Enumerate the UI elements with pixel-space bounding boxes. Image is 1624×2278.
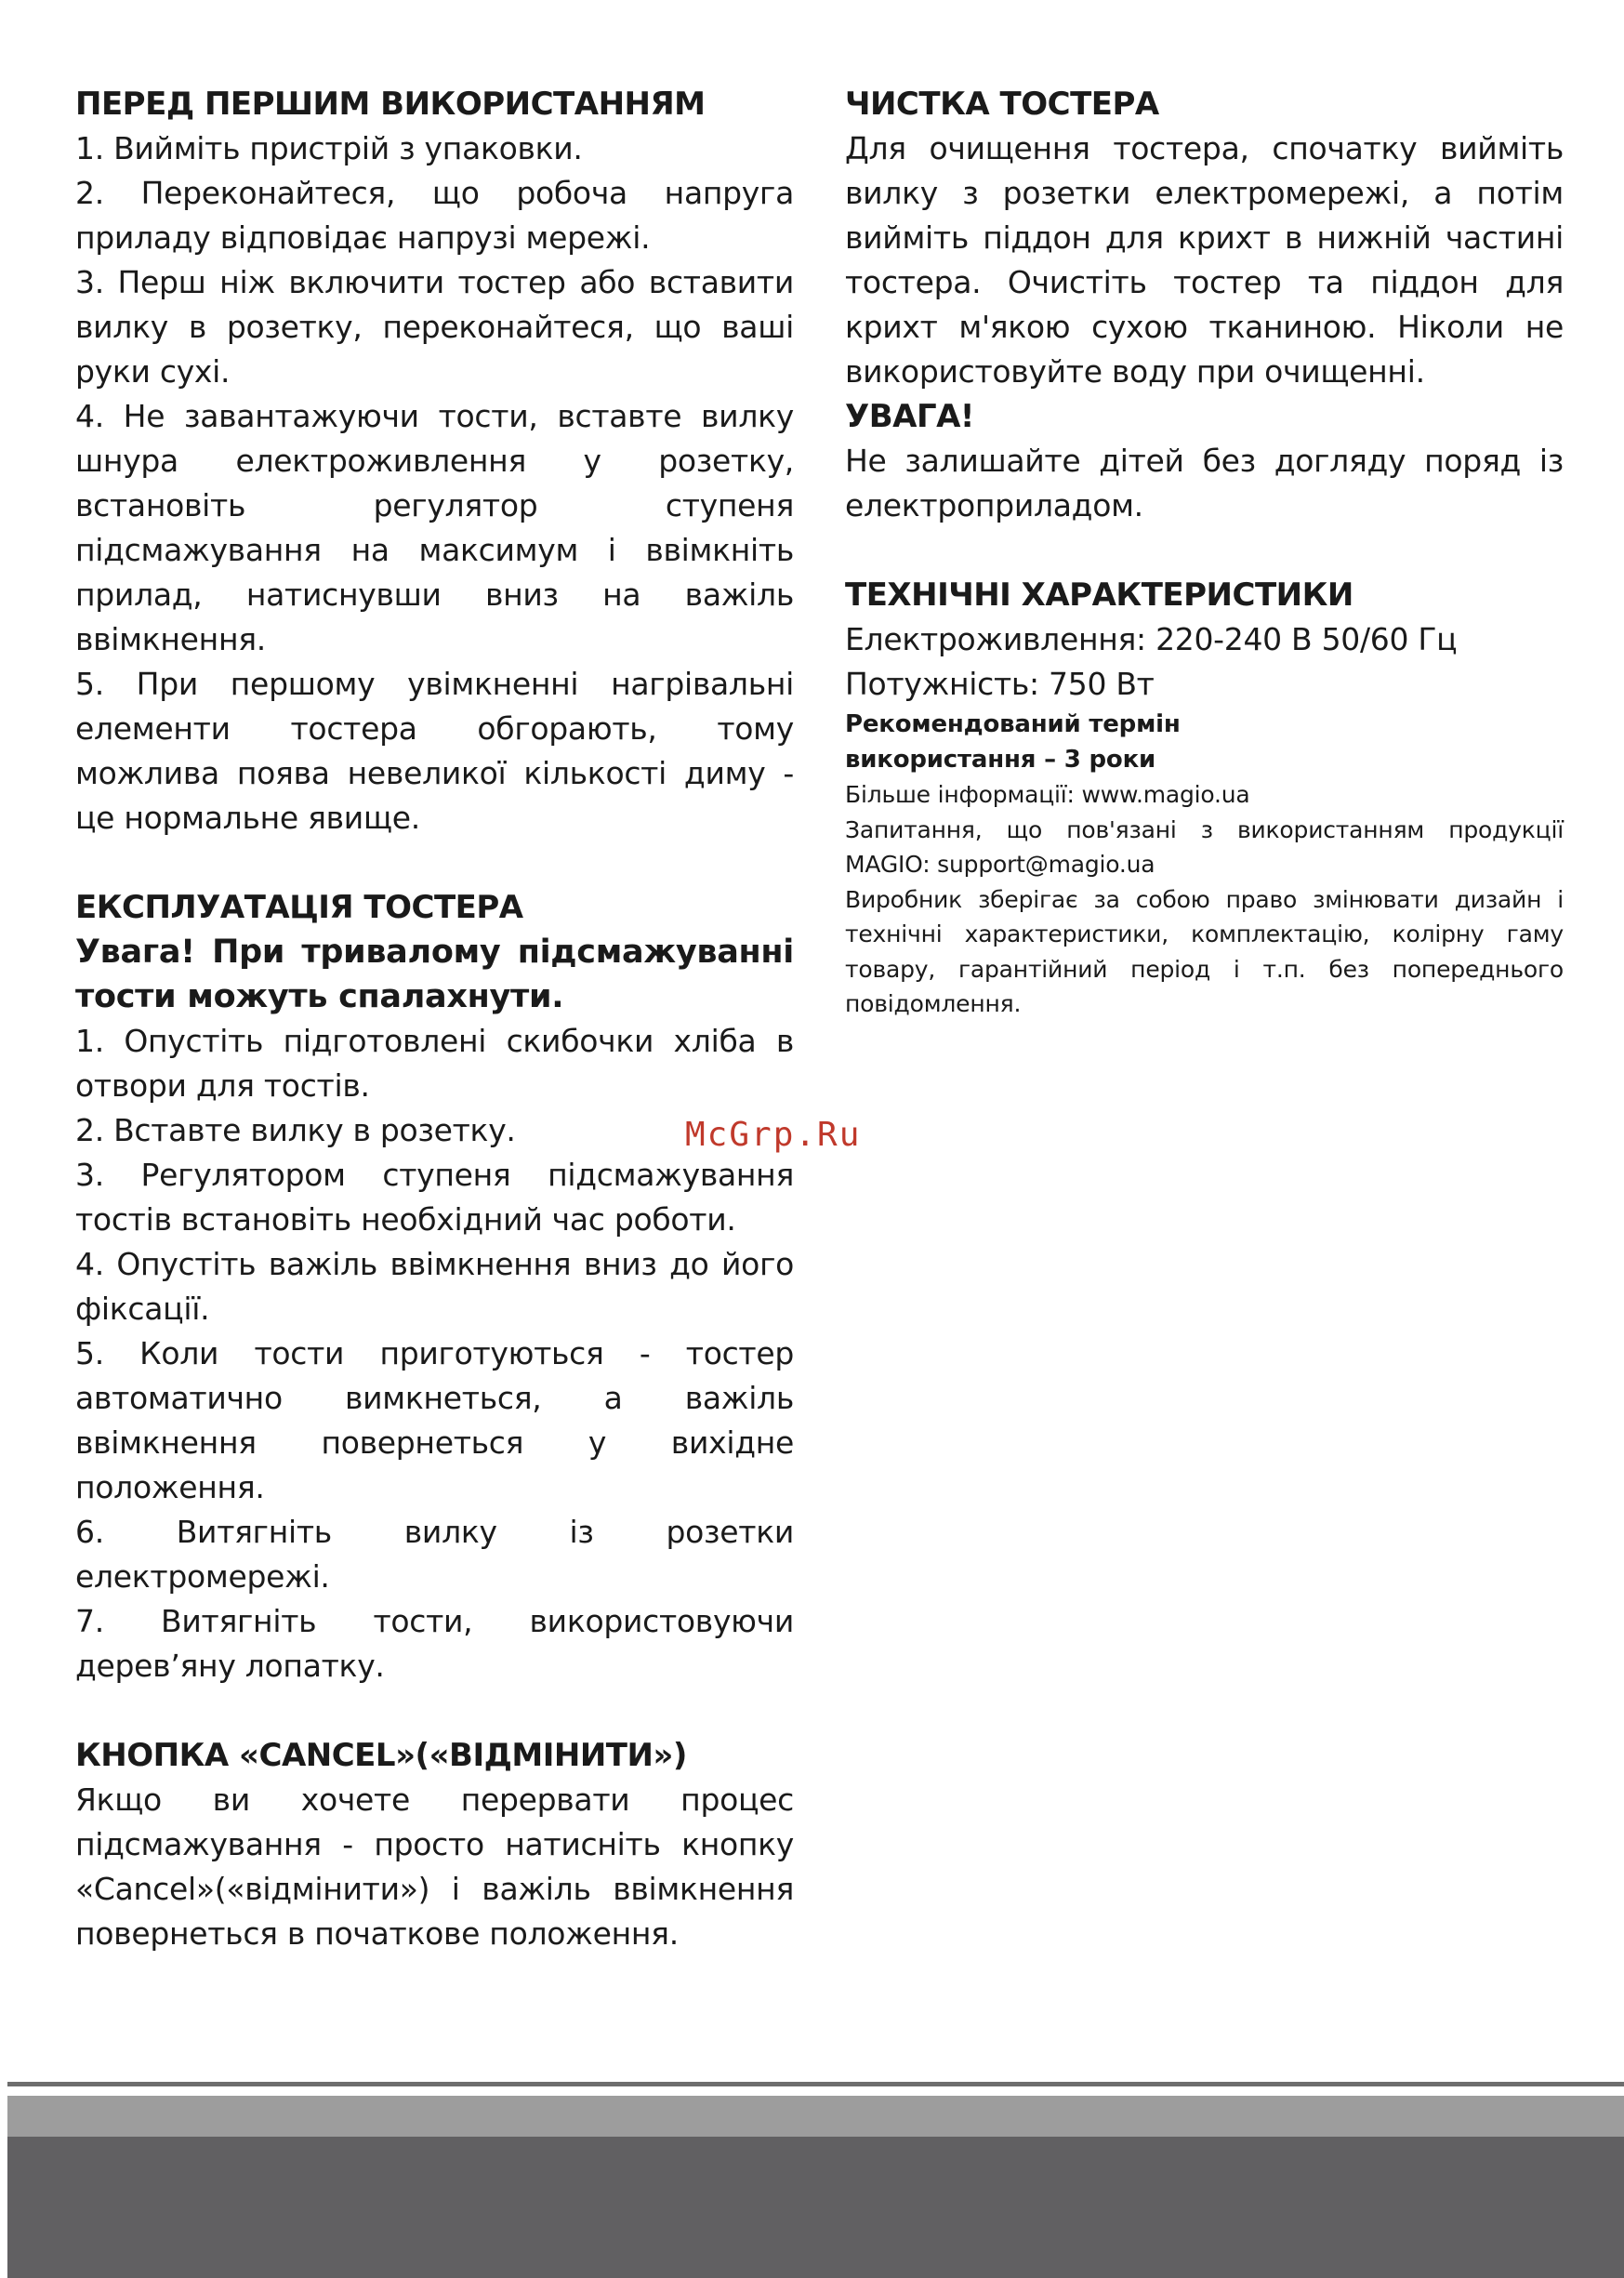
list-item: 4. Опустіть важіль ввімкнення вниз до його фіксації. (75, 1246, 794, 1327)
watermark: McGrp.Ru (685, 1116, 862, 1154)
list-item: 3. Регулятором ступеня підсмажування тостів встановіть необхідний час роботи. (75, 1157, 794, 1238)
section-heading-cleaning: ЧИСТКА ТОСТЕРА (845, 86, 1159, 123)
list-item: 5. При першому увімкненні нагрівальні елементи тостера обгорають, тому можлива поява невеликої кількості диму - це нормальне явище. (75, 666, 794, 836)
cleaning-text: Для очищення тостера, спочатку вийміть вилку з розетки електромережі, а потім вийміть піддон для крихт в нижній частині тостера. Очистіть тостер та піддон для крихт м'якою сухою тканиною. Ніколи не використовуйте воду при очищенні. (845, 130, 1564, 390)
more-info: Більше інформації: www.magio.ua (845, 781, 1250, 808)
list-item: 4. Не завантажуючи тости, вставте вилку шнура електроживлення у розетку, встановіть регулятор ступеня підсмажування на максимум і ввімкніть прилад, натиснувши вниз на важіль ввімкнення. (75, 398, 794, 657)
spec-service-life-line2: використання – 3 роки (845, 746, 1156, 774)
warning-title: УВАГА! (845, 398, 974, 435)
list-item: 3. Перш ніж включити тостер або вставити вилку в розетку, переконайтеся, що ваші руки сухі. (75, 264, 794, 390)
cancel-button-description: Якщо ви хочете перервати процес підсмажування - просто натисніть кнопку «Cancel»(«відмінити») і важіль ввімкнення повернеться в початкове положення. (75, 1781, 794, 1952)
list-item: 5. Коли тости приготуються - тостер автоматично вимкнеться, а важіль ввімкнення повернеться у вихідне положення. (75, 1335, 794, 1505)
footer-divider (7, 2082, 1624, 2086)
spec-power: Потужність: 750 Вт (845, 666, 1155, 702)
spec-service-life-line1: Рекомендований термін (845, 710, 1181, 738)
section-heading-before-first-use: ПЕРЕД ПЕРШИМ ВИКОРИСТАННЯМ (75, 86, 706, 123)
manufacturer-disclaimer: Виробник зберігає за собою право змінювати дизайн і технічні характеристики, комплектацію, колірну гаму товару, гарантійний період і т.п. без попереднього повідомлення. (845, 885, 1564, 1017)
section-heading-cancel-button: КНОПКА «CANCEL»(«ВІДМІНИТИ») (75, 1737, 687, 1774)
list-item: 2. Вставте вилку в розетку. (75, 1112, 516, 1148)
spec-power-supply: Електроживлення: 220-240 В 50/60 Гц (845, 621, 1458, 657)
support-contact: Запитання, що пов'язані з використанням продукції MAGIO: support@magio.ua (845, 815, 1564, 878)
warning-text: Не залишайте дітей без догляду поряд із електроприладом. (845, 443, 1564, 523)
list-item: 1. Вийміть пристрій з упаковки. (75, 130, 583, 166)
list-item: 1. Опустіть підготовлені скибочки хліба в отвори для тостів. (75, 1023, 794, 1104)
footer-band-dark (7, 2137, 1624, 2278)
list-item: 2. Переконайтеся, що робоча напруга приладу відповідає напрузі мережі. (75, 175, 794, 256)
footer-band-light (7, 2096, 1624, 2137)
operation-warning: Увага! При тривалому підсмажуванні тости можуть спалахнути. (75, 934, 794, 1015)
section-heading-operation: ЕКСПЛУАТАЦІЯ ТОСТЕРА (75, 889, 523, 926)
left-column (75, 82, 794, 1956)
section-heading-specifications: ТЕХНІЧНІ ХАРАКТЕРИСТИКИ (845, 576, 1353, 614)
list-item: 7. Витягніть тости, використовуючи дерев’яну лопатку. (75, 1603, 794, 1684)
right-column (845, 82, 1564, 1022)
list-item: 6. Витягніть вилку із розетки електромережі. (75, 1514, 794, 1595)
